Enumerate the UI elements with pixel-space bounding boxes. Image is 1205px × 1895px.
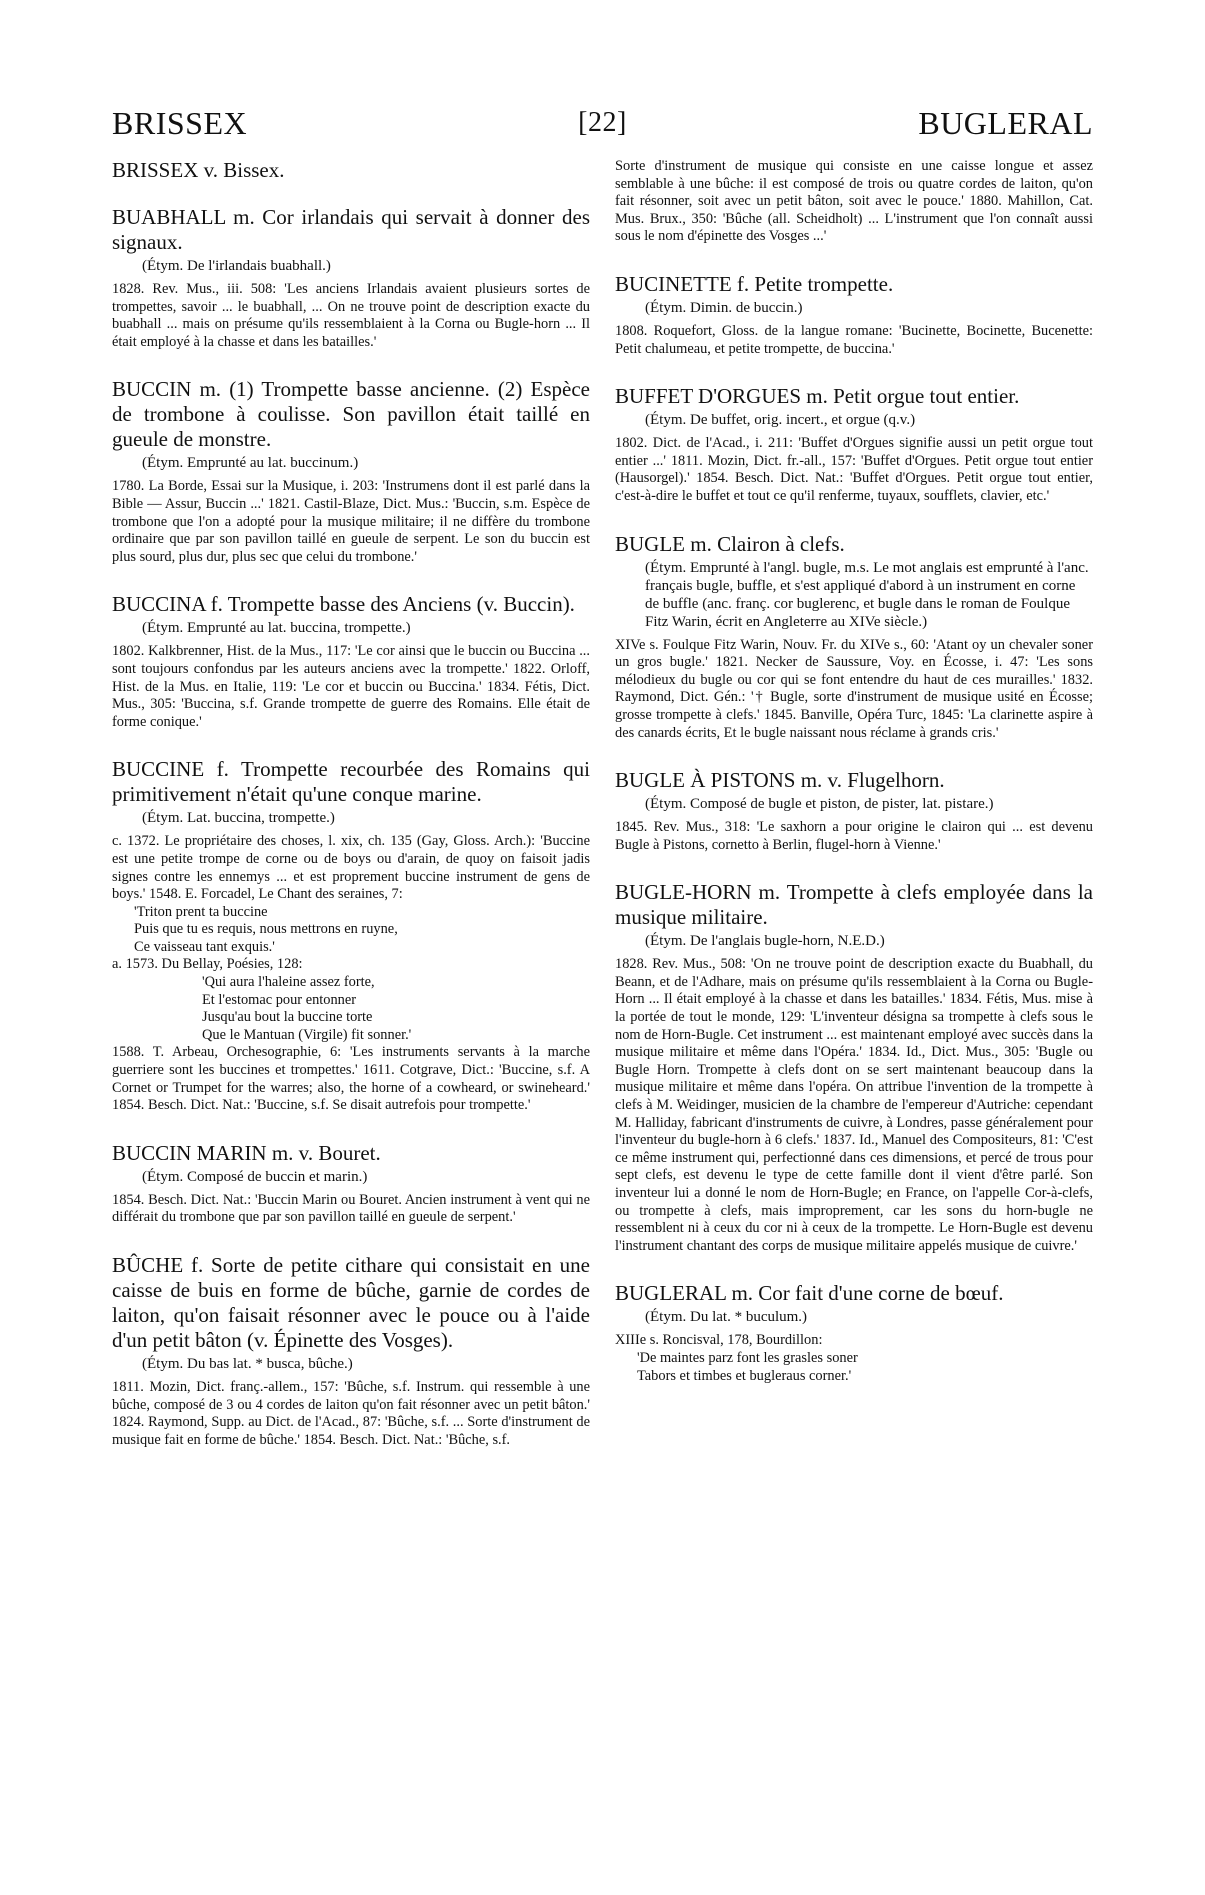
entry-buche [112,1253,590,1449]
entry-buccina [112,592,590,731]
etymology: (Étym. Composé de bugle et piston, de pister, lat. pistare.) [645,796,994,813]
verse-line: 'Triton prent ta buccine [134,903,268,920]
entry-bugleral [615,1281,1093,1385]
page-number: [22] [578,107,627,138]
etymology: (Étym. Emprunté à l'angl. bugle, m.s. Le mot anglais est emprunté à l'anc. français bugle, buffle, et s'est appliqué d'abord à un instrument en corne de buffle (anc. franç. cor buglerenc, et bugle dans le roman de Foulque Fitz Warin, écrit en Angleterre au XIVe siècle.) [645,559,1089,630]
entry-head: BUGLERAL m. Cor fait d'une corne de bœuf. [615,1281,1004,1306]
entry-buffet-dorgues [615,384,1093,505]
entry-head: BUGLE-HORN m. Trompette à clefs employée dans la musique militaire. [615,880,1093,930]
entry-head: BUCINETTE f. Petite trompette. [615,271,894,296]
citation: 1854. Besch. Dict. Nat.: 'Buccin Marin ou Bouret. Ancien instrument à vent qui ne différait du trombone que par son pavillon taillé en gueule de serpent.' [112,1191,590,1226]
citation: 1588. T. Arbeau, Orchesographie, 6: 'Les instruments servants à la marche guerriere sont les buccines et trompettes.' 1611. Cotgrave, Dict.: 'Buccine, s.f. A Cornet or Trumpet for the warres; also, the horne of a cowheard, or swineheard.' 1854. Besch. Dict. Nat.: 'Buccine, s.f. Se disait autrefois pour trompette.' [112,1044,590,1114]
etymology: (Étym. De l'anglais bugle-horn, N.E.D.) [645,933,885,950]
entry-head: BUCCINA f. Trompette basse des Anciens (v. Buccin). [112,592,575,617]
verse-line: Et l'estomac pour entonner [202,991,357,1008]
citation: 1845. Rev. Mus., 318: 'Le saxhorn a pour origine le clairon qui ... est devenu Bugle à Pistons, cornetto à Berlin, flugel-horn à Vienne.' [615,819,1093,853]
etymology: (Étym. Lat. buccina, trompette.) [142,810,335,827]
citation: 1811. Mozin, Dict. franç.-allem., 157: 'Bûche, s.f. Instrum. qui ressemble à une bûche, composé de 3 ou 4 cordes de laiton qu'on fait résonner avec un petit bâton.' 1824. Raymond, Supp. au Dict. de l'Acad., 87: 'Bûche, s.f. ... Sorte d'instrument de musique fait en forme de bûche.' 1854. Besch. Dict. Nat.: 'Bûche, s.f. [112,1379,590,1448]
entry-brissex [112,158,590,183]
entry-head: BRISSEX v. Bissex. [112,158,285,182]
entry-head: BÛCHE f. Sorte de petite cithare qui consistait en une caisse de buis en forme de bûche, garnie de cordes de laiton, qu'on faisait résonner avec le pouce ou à l'aide d'un petit bâton (v. Épinette des Vosges). [112,1253,590,1352]
citation: XIVe s. Foulque Fitz Warin, Nouv. Fr. du XIVe s., 60: 'Atant oy un chevaler soner un gros bugle.' 1821. Necker de Saussure, Voy. en Écosse, i. 47: 'Les sons mélodieux du bugle ou cor qui se font entendre du haut de ces murailles.' 1832. Raymond, Dict. Gén.: '† Bugle, sorte d'instrument de musique usité en Écosse; grosse trompette à clefs.' 1845. Banville, Opéra Turc, 1845: 'La clarinette aspire à des canards écrits, Et le bugle naissant nous réclame à grands cris.' [615,636,1093,741]
running-head [112,100,1093,146]
citation: c. 1372. Le propriétaire des choses, l. xix, ch. 135 (Gay, Gloss. Arch.): 'Buccine est une petite trompe de corne ou de boys ou d'arain, de quoy on faisoit jadis signes contre les ennemys ... et est proprement buccine instrument de gens de boys.' 1548. E. Forcadel, Le Chant des seraines, 7: [112,833,590,903]
citation: 1808. Roquefort, Gloss. de la langue romane: 'Bucinette, Bocinette, Bucenette: Petit chalumeau, et petite trompette, de buccina.' [615,322,1093,357]
entry-head: BUFFET D'ORGUES m. Petit orgue tout entier. [615,384,1020,409]
verse-line: 'De maintes parz font les grasles soner [637,1349,858,1366]
verse-line: Que le Mantuan (Virgile) fit sonner.' [202,1026,412,1043]
citation: 1802. Dict. de l'Acad., i. 211: 'Buffet d'Orgues signifie aussi un petit orgue tout entier ...' 1811. Mozin, Dict. fr.-all., 157: 'Buffet d'Orgues. Petit orgue tout entier (Hausorgel).' 1854. Besch. Dict. Nat.: 'Buffet d'Orgues. Petit orgue tout entier, c'est-à-dire le buffet et tout ce qu'il renferme, tuyaux, soufflets, clavier, etc.' [615,435,1093,504]
etymology: (Étym. Emprunté au lat. buccinum.) [142,455,359,472]
entry-buccin-marin [112,1141,590,1227]
entry-bugle-horn [615,880,1093,1255]
citation: 1828. Rev. Mus., 508: 'On ne trouve point de description exacte du Buabhall, du Beann, et de l'Adhare, mais on présume qu'ils ressemblaient à la Corna ou Bugle-Horn ... Il était employé à la chasse et dans les batailles.' 1834. Fétis, Mus. mise à la portée de tout le monde, 129: 'L'inventeur désigna sa trompette à clefs sous le nom de Horn-Bugle. Cet instrument ... est maintenant employé avec succès dans la musique militaire et même dans l'Opéra.' 1834. Id., Dict. Mus., 305: 'Bugle ou Bugle Horn. Trompette à clefs dont on se sert maintenant beaucoup dans la musique militaire et même dans l'opéra. On attribue l'invention de la trompette à clefs à M. Weidinger, musicien de la chambre de l'empereur d'Autriche: cependant M. Halliday, fabricant d'instruments de cuivre, à Londres, passe généralement pour l'inventeur du bugle-horn à 6 clefs.' 1837. Id., Manuel des Compositeurs, 81: 'C'est ce même instrument qui, perfectionné dans ces dimensions, et percé de trous pour sept clefs, est devenu le type de cette famille dont il vient d'être parlé. Son inventeur lui a donné le nom de Horn-Bugle; en France, on l'appelle Cor-à-clefs, ou trompette à clefs, mais improprement, car les sons du horn-bugle ne ressemblent ni à ceux du cor ni à ceux de la trompette. Le Horn-Bugle est devenu l'instrument chantant des corps de musique militaire appelés musique de cuivre.' [615,956,1093,1254]
citation: 1780. La Borde, Essai sur la Musique, i. 203: 'Instrumens dont il est parlé dans la Bible — Assur, Buccin ...' 1821. Castil-Blaze, Dict. Mus.: 'Buccin, s.m. Espèce de trombone que l'on a adopté pour la musique militaire; il ne diffère du trombone ordinaire que par son pavillon taillé en gueule de serpent. Le son du buccin est plus sourd, plus dur, plus sec que celui du trombone.' [112,478,590,565]
citation: Sorte d'instrument de musique qui consiste en une caisse longue et assez semblable à une bûche: il est composé de trois ou quatre cordes de laiton, qu'on fait résonner, soit avec un petit bâton, soit avec le pouce.' 1880. Mahillon, Cat. Mus. Brux., 350: 'Bûche (all. Scheidholt) ... L'instrument que l'on connaît aussi sous le nom d'épinette des Vosges ...' [615,158,1093,245]
verse-line: 'Qui aura l'haleine assez forte, [202,974,375,991]
entry-buccine [112,757,590,1115]
entry-head: BUCCINE f. Trompette recourbée des Romains qui primitivement n'était qu'une conque marine. [112,757,590,807]
citation: a. 1573. Du Bellay, Poésies, 128: [112,956,303,973]
etymology: (Étym. Dimin. de buccin.) [645,299,803,316]
right-column [615,158,1093,1411]
verse-line: Jusqu'au bout la buccine torte [202,1009,373,1026]
verse-line: Puis que tu es requis, nous mettrons en ruyne, [134,921,398,938]
entry-head: BUABHALL m. Cor irlandais qui servait à donner des signaux. [112,205,590,254]
etymology: (Étym. Emprunté au lat. buccina, trompette.) [142,620,411,637]
entry-head: BUCCIN m. (1) Trompette basse ancienne. (2) Espèce de trombone à coulisse. Son pavillon était taillé en gueule de monstre. [112,377,590,452]
running-head-right: BUGLERAL [918,105,1093,141]
etymology: (Étym. De l'irlandais buabhall.) [142,258,331,274]
entry-bugle-a-pistons [615,768,1093,854]
entry-head: BUGLE À PISTONS m. v. Flugelhorn. [615,768,945,793]
running-head-left: BRISSEX [112,105,248,141]
entry-buche-continued [615,158,1093,246]
entry-head: BUGLE m. Clairon à clefs. [615,531,845,556]
entry-bucinette [615,272,1093,358]
entry-buabhall [112,205,590,351]
verse-line: Ce vaisseau tant exquis.' [134,938,275,955]
citation: 1802. Kalkbrenner, Hist. de la Mus., 117: 'Le cor ainsi que le buccin ou Buccina ... sont toujours confondus par les auteurs anciens avec la trompette.' 1822. Orloff, Hist. de la Mus. en Italie, 119: 'Le cor et buccin ou Buccina.' 1834. Fétis, Dict. Mus., 305: 'Buccina, s.f. Grande trompette de guerre des Romains. Elle était de forme conique.' [112,643,590,730]
entry-buccin [112,377,590,566]
etymology: (Étym. Composé de buccin et marin.) [142,1168,368,1185]
verse-line: Tabors et timbes et bugleraus corner.' [637,1367,852,1384]
etymology: (Étym. Du bas lat. * busca, bûche.) [142,1356,353,1372]
entry-bugle [615,532,1093,743]
citation: 1828. Rev. Mus., iii. 508: 'Les anciens Irlandais avaient plusieurs sortes de trompettes, savoir ... le buabhall, ... On ne trouve point de description exacte du buabhall ... mais on présume qu'ils ressemblaient à la Corna ou Bugle-horn ... Il était employé à la chasse et dans les batailles.' [112,281,590,350]
citation: XIIIe s. Roncisval, 178, Bourdillon: [615,1332,823,1349]
etymology: (Étym. Du lat. * buculum.) [645,1309,808,1326]
etymology: (Étym. De buffet, orig. incert., et orgue (q.v.) [645,412,916,429]
left-column [112,158,590,1475]
entry-head: BUCCIN MARIN m. v. Bouret. [112,1140,381,1165]
